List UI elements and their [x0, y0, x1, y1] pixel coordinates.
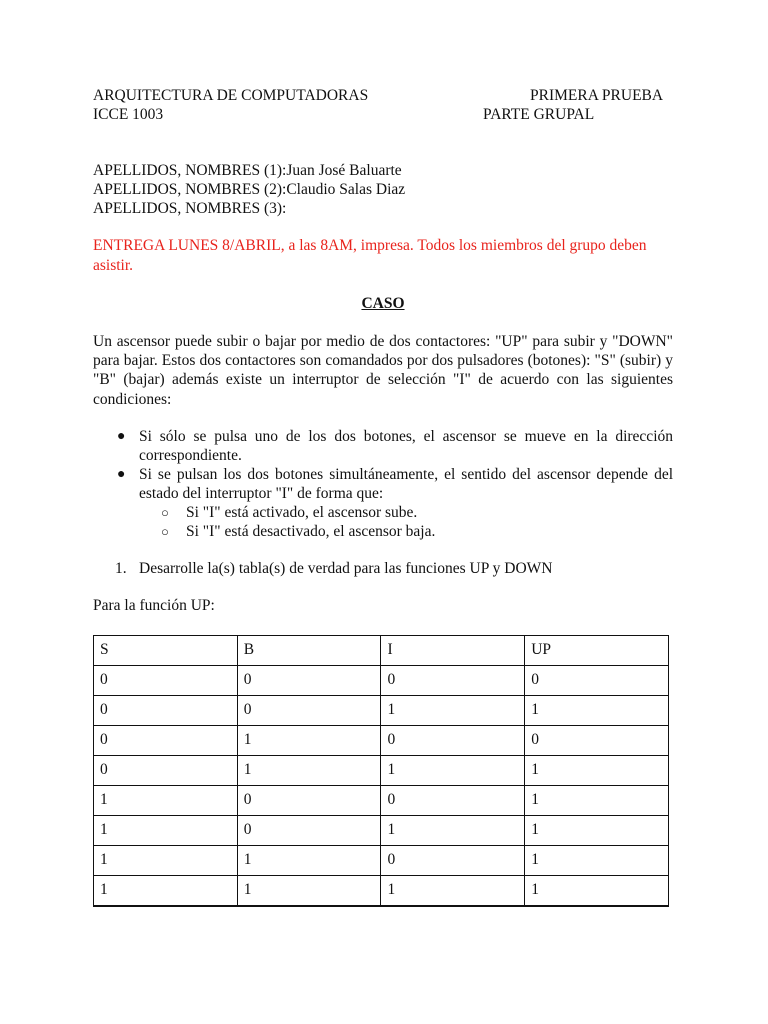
table-row — [94, 725, 669, 755]
table-cell: 1 — [237, 725, 381, 755]
table-cell: 1 — [381, 695, 525, 725]
table-cell: 1 — [525, 755, 669, 785]
table-cell: 1 — [94, 845, 238, 875]
header-row-2 — [93, 105, 673, 124]
case-title: CASO — [361, 295, 405, 312]
table-cell: 1 — [94, 875, 238, 906]
header-row-1 — [93, 86, 673, 105]
table-cell: 0 — [237, 695, 381, 725]
bullet-icon: ● — [117, 466, 126, 482]
table-row — [94, 755, 669, 785]
sub-condition-item — [139, 522, 673, 541]
table-cell: 0 — [94, 665, 238, 695]
task-text: Desarrolle la(s) tabla(s) de verdad para las funciones UP y DOWN — [139, 559, 553, 577]
table-cell: 0 — [94, 725, 238, 755]
sub-conditions-list — [139, 503, 673, 541]
document-page — [93, 86, 673, 907]
circle-bullet-icon: ○ — [161, 504, 169, 520]
table-cell: 1 — [525, 875, 669, 906]
condition-text: Si sólo se pulsa uno de los dos botones, el ascensor se mueve en la dirección correspondiente. — [139, 427, 673, 464]
case-description: Un ascensor puede subir o bajar por medio de dos contactores: "UP" para subir y "DOWN" para bajar. Estos dos contactores son comandados por dos pulsadores (botones): "S" (subir) y "B" (bajar) además existe un interruptor de selección "I" de acuerdo con las siguientes condiciones: — [93, 333, 673, 408]
header-cell-b: B — [237, 635, 381, 665]
table-cell: 1 — [525, 845, 669, 875]
conditions-list — [93, 427, 673, 541]
table-row — [94, 785, 669, 815]
sub-condition-item — [139, 503, 673, 522]
table-cell: 0 — [94, 695, 238, 725]
table-cell: 1 — [381, 755, 525, 785]
table-row — [94, 815, 669, 845]
table-cell: 0 — [381, 785, 525, 815]
table-cell: 1 — [381, 815, 525, 845]
table-cell: 1 — [381, 875, 525, 906]
table-cell: 0 — [237, 665, 381, 695]
table-cell: 1 — [237, 755, 381, 785]
student-line-1: APELLIDOS, NOMBRES (1):Juan José Baluarte — [93, 162, 402, 179]
table-row — [94, 665, 669, 695]
table-cell: 1 — [237, 845, 381, 875]
test-title: PRIMERA PRUEBA — [530, 87, 664, 104]
table-cell: 0 — [237, 815, 381, 845]
sub-condition-text: Si "I" está desactivado, el ascensor baja. — [186, 522, 436, 540]
student-line-3: APELLIDOS, NOMBRES (3): — [93, 200, 287, 217]
table-cell: 1 — [94, 785, 238, 815]
table-cell: 1 — [525, 815, 669, 845]
condition-item — [93, 427, 673, 465]
task-item — [93, 559, 673, 578]
table-cell: 0 — [381, 845, 525, 875]
circle-bullet-icon: ○ — [161, 523, 169, 539]
table-cell: 0 — [381, 665, 525, 695]
condition-item — [93, 465, 673, 541]
table-cell: 0 — [237, 785, 381, 815]
table-cell: 0 — [525, 665, 669, 695]
student-line-2: APELLIDOS, NOMBRES (2):Claudio Salas Diaz — [93, 181, 406, 198]
table-cell: 0 — [525, 725, 669, 755]
course-title: ARQUITECTURA DE COMPUTADORAS — [93, 87, 369, 104]
header-cell-i: I — [381, 635, 525, 665]
condition-text: Si se pulsan los dos botones simultáneamente, el sentido del ascensor depende del estado del interruptor "I" de forma que: — [139, 465, 673, 502]
part-title: PARTE GRUPAL — [483, 106, 595, 123]
sub-condition-text: Si "I" está activado, el ascensor sube. — [186, 503, 418, 521]
task-number: 1. — [115, 559, 127, 577]
table-row — [94, 875, 669, 906]
course-code: ICCE 1003 — [93, 106, 164, 123]
table-row — [94, 845, 669, 875]
header-cell-s: S — [94, 635, 238, 665]
table-cell: 1 — [237, 875, 381, 906]
bullet-icon: ● — [117, 428, 126, 444]
table-cell: 0 — [94, 755, 238, 785]
table-cell: 1 — [525, 695, 669, 725]
header-cell-up: UP — [525, 635, 669, 665]
table-cell: 1 — [94, 815, 238, 845]
table-cell: 1 — [525, 785, 669, 815]
delivery-notice: ENTREGA LUNES 8/ABRIL, a las 8AM, impresa. Todos los miembros del grupo deben asistir. — [93, 237, 647, 274]
table-row — [94, 695, 669, 725]
up-function-label: Para la función UP: — [93, 596, 215, 614]
table-cell: 0 — [381, 725, 525, 755]
table-header-row — [94, 635, 669, 665]
truth-table — [93, 635, 669, 907]
